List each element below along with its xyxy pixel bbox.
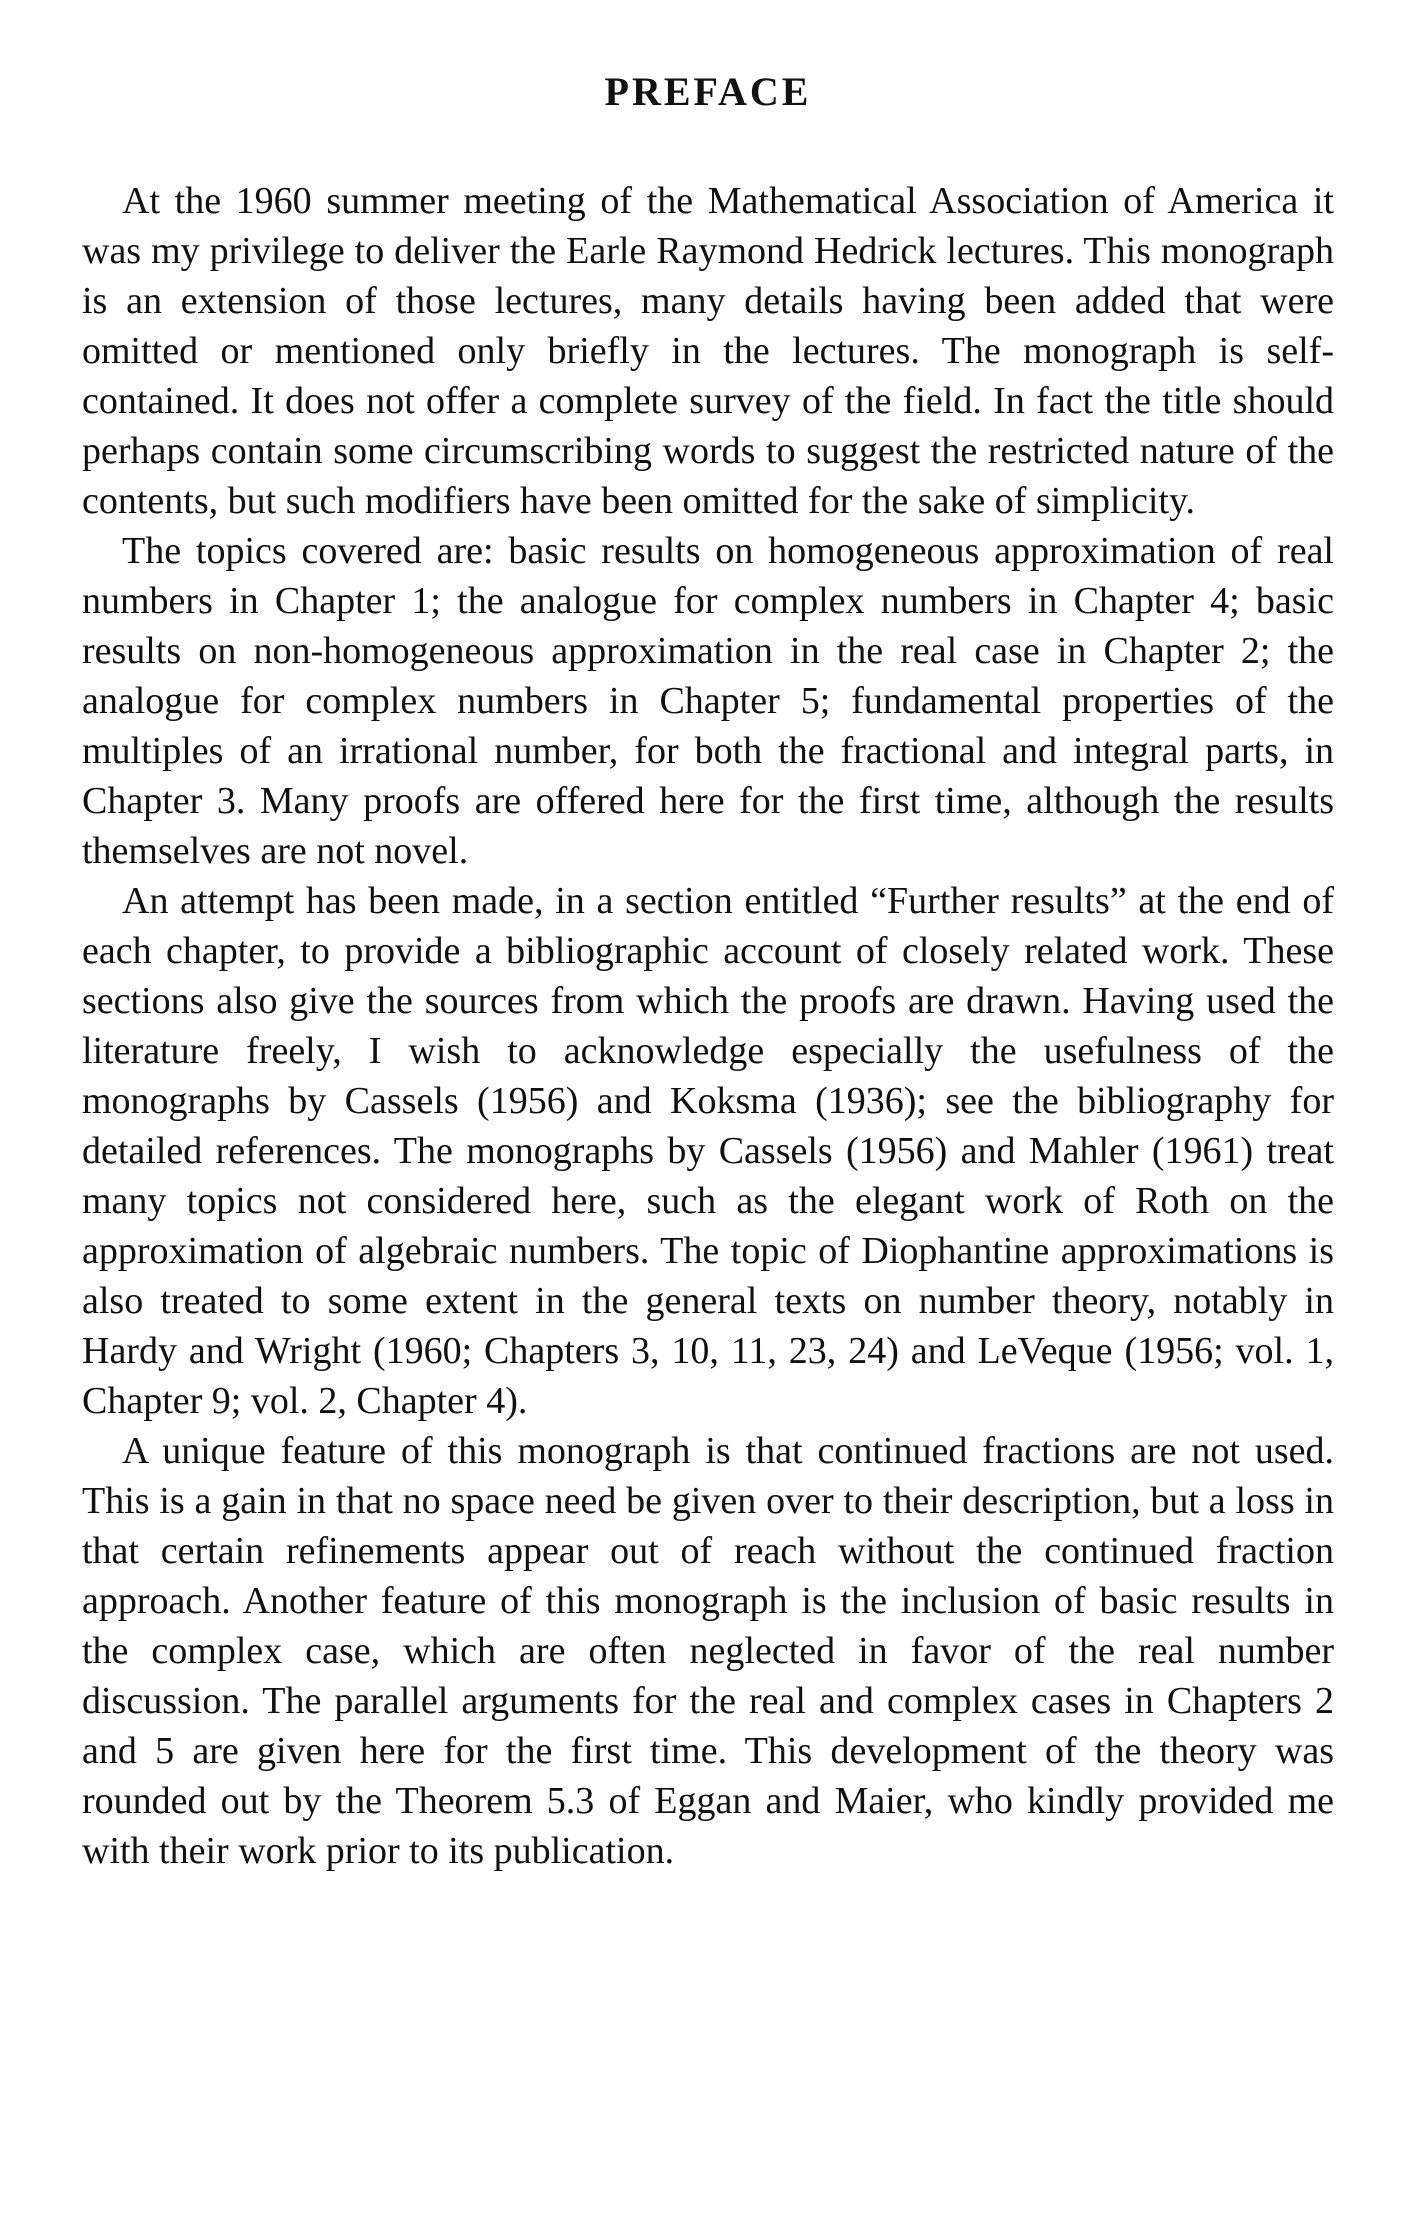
- paragraph-intro: At the 1960 summer meeting of the Mathematical Association of America it was my privilege to deliver the Earle Raymond Hedrick lectures. This monograph is an extension of those lectures, many details having been added that were omitted or mentioned only briefly in the lectures. The monograph is self-contained. It does not offer a complete survey of the field. In fact the title should perhaps contain some circumscribing words to suggest the restricted nature of the contents, but such modifiers have been omitted for the sake of simplicity.: [82, 180, 1334, 522]
- paragraph-bibliography: An attempt has been made, in a section entitled “Further results” at the end of each chapter, to provide a bibliographic account of closely related work. These sections also give the sources from which the proofs are drawn. Having used the literature freely, I wish to acknowledge especially the usefulness of the monographs by Cassels (1956) and Koksma (1936); see the bibliography for detailed references. The monographs by Cassels (1956) and Mahler (1961) treat many topics not considered here, such as the elegant work of Roth on the approximation of algebraic numbers. The topic of Diophantine approximations is also treated to some extent in the general texts on number theory, notably in Hardy and Wright (1960; Chapters 3, 10, 11, 23, 24) and LeVeque (1956; vol. 1, Chapter 9; vol. 2, Chapter 4).: [82, 880, 1334, 1422]
- paragraph-unique-feature: A unique feature of this monograph is that continued fractions are not used. This is a gain in that no space need be given over to their description, but a loss in that certain refinements appear out of reach without the continued fraction approach. Another feature of this monograph is the inclusion of basic results in the complex case, which are often neglected in favor of the real number discussion. The parallel arguments for the real and complex cases in Chapters 2 and 5 are given here for the first time. This development of the theory was rounded out by the Theorem 5.3 of Eggan and Maier, who kindly provided me with their work prior to its publication.: [82, 1430, 1334, 1872]
- paragraph-topics: The topics covered are: basic results on homogeneous approximation of real numbers in Chapter 1; the analogue for complex numbers in Chapter 4; basic results on non-homogeneous approximation in the real case in Chapter 2; the analogue for complex numbers in Chapter 5; fundamental properties of the multiples of an irrational number, for both the fractional and integral parts, in Chapter 3. Many proofs are offered here for the first time, although the results themselves are not novel.: [82, 530, 1334, 872]
- page-title: PREFACE: [604, 69, 812, 114]
- preface-page: [82, 62, 1334, 1876]
